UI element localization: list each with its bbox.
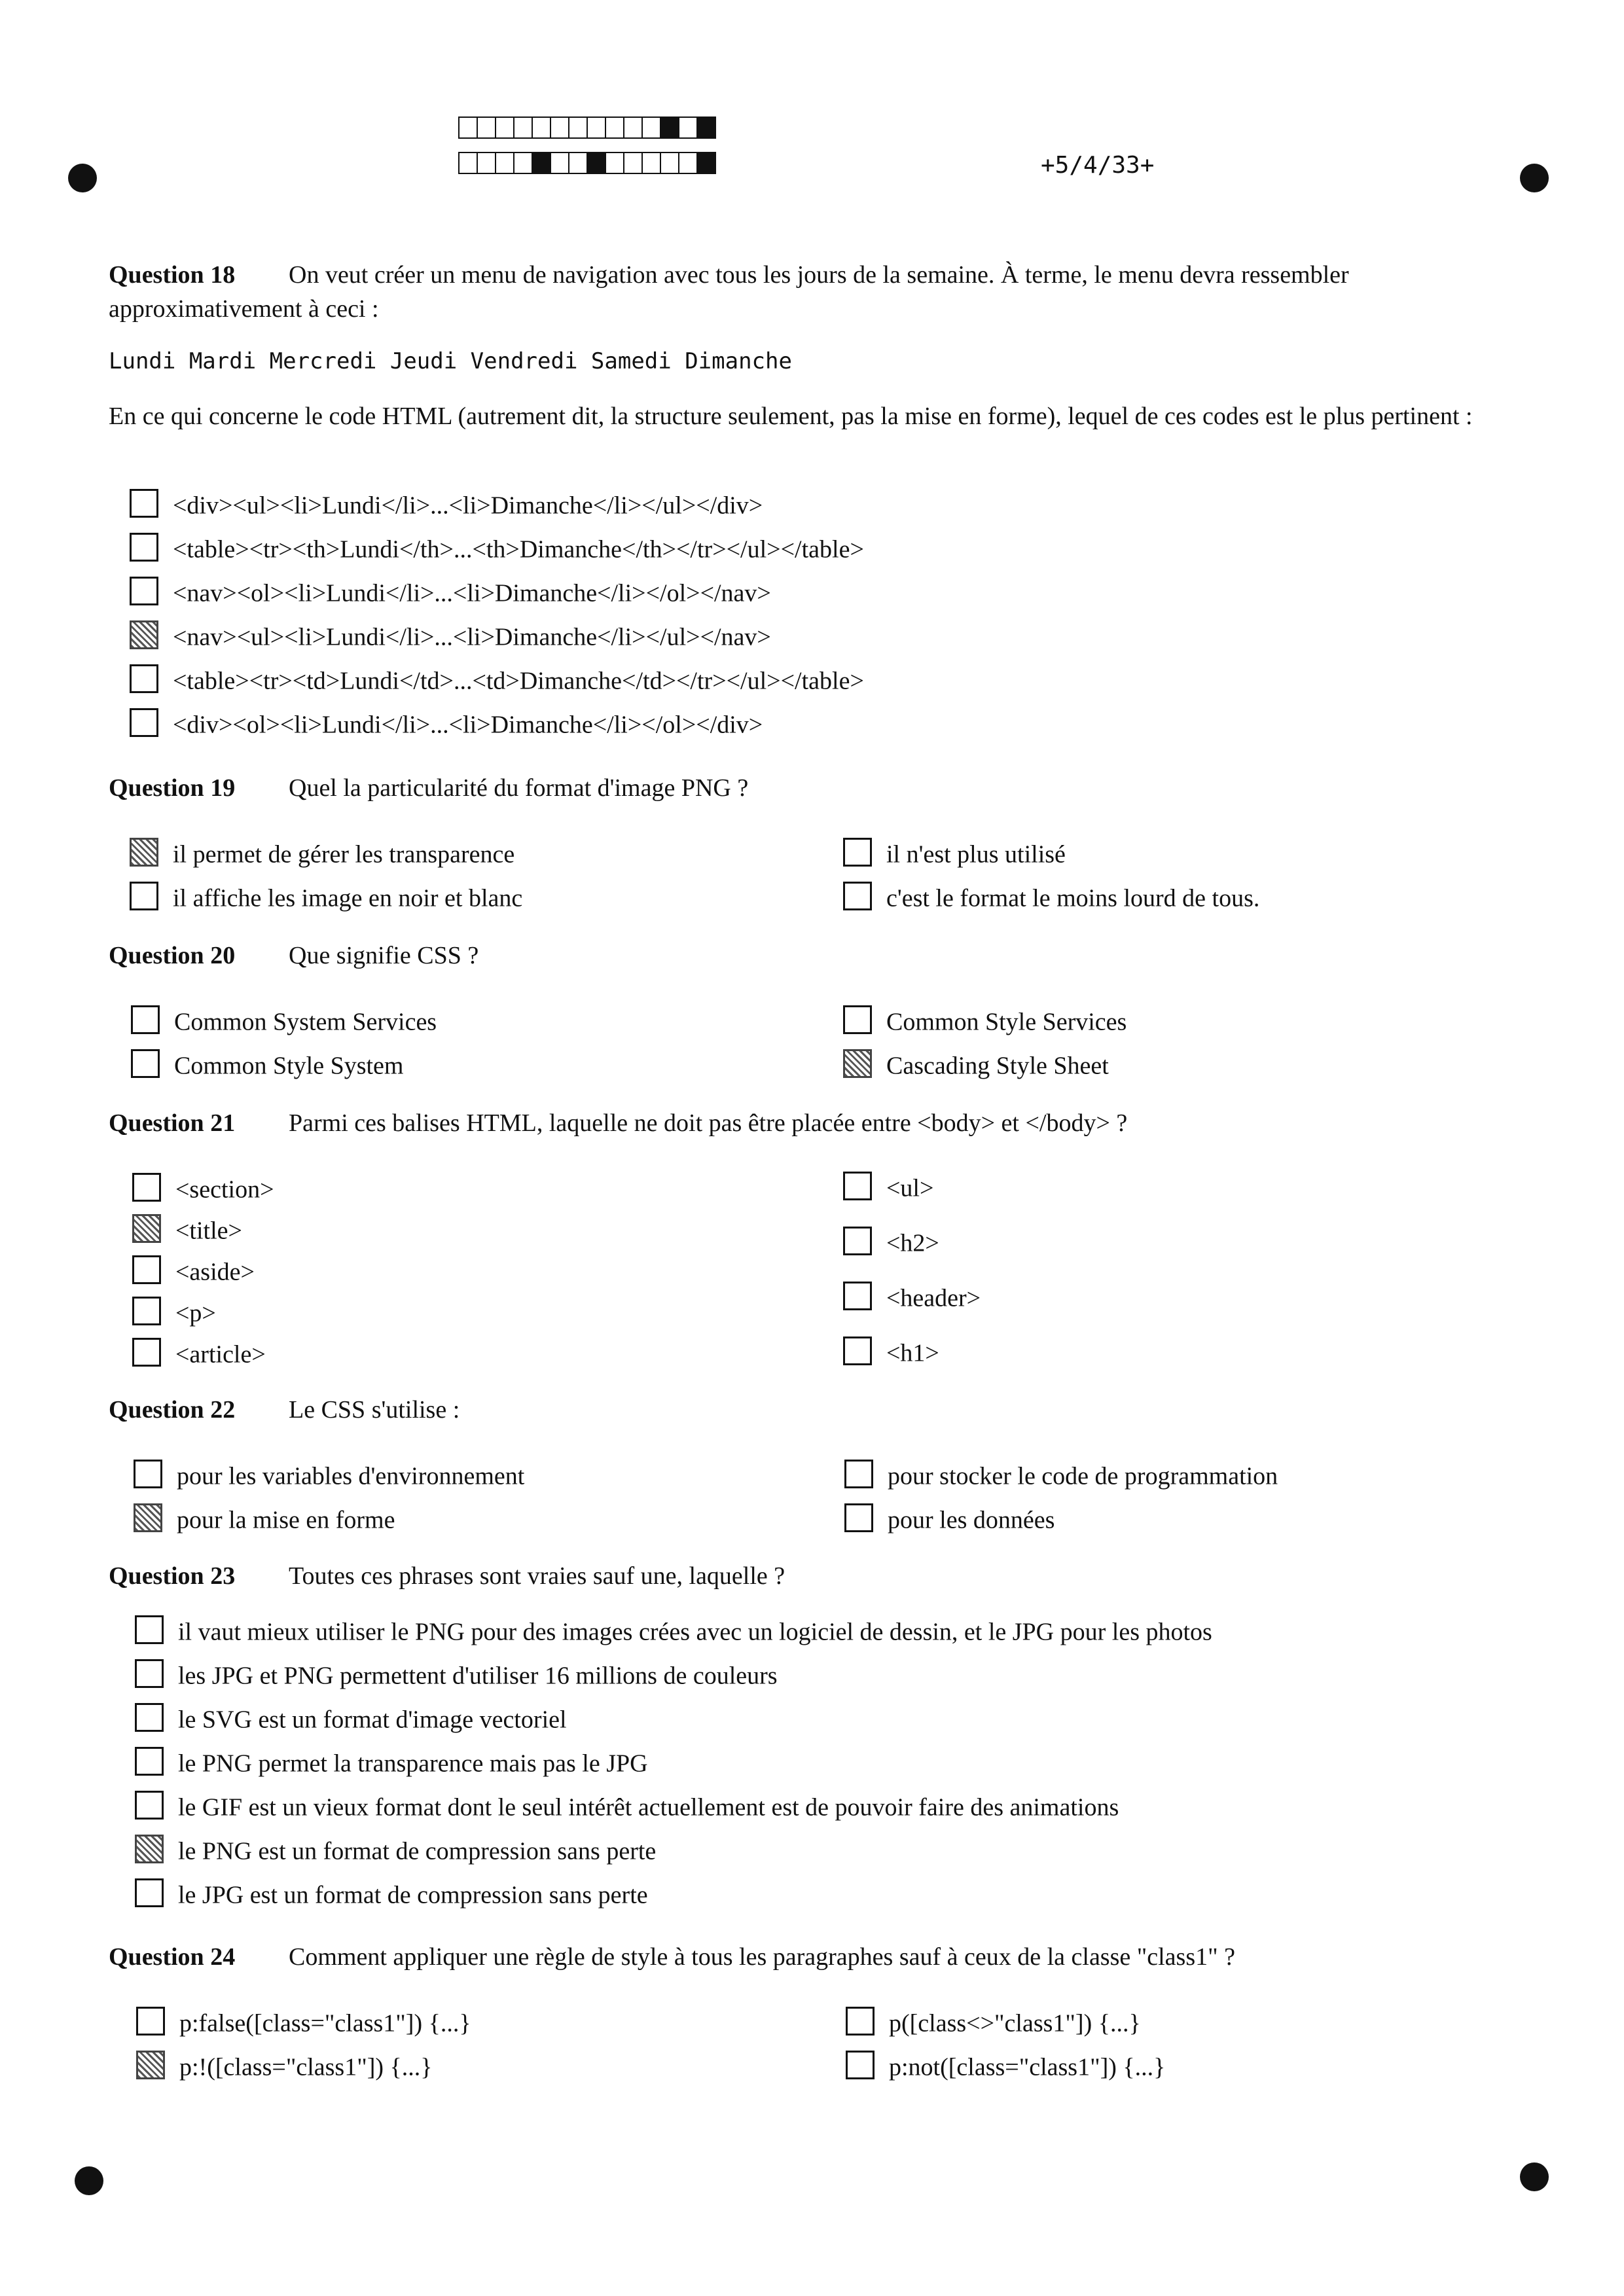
answer-checkbox[interactable]	[130, 620, 158, 649]
answer-checkbox[interactable]	[135, 1878, 164, 1907]
answer-label: il n'est plus utilisé	[886, 840, 1066, 869]
registration-mark-bottom-left	[75, 2166, 103, 2195]
answer-label: <h1>	[886, 1339, 939, 1367]
barcode-cell	[696, 152, 716, 174]
registration-mark-bottom-right	[1520, 2162, 1549, 2191]
barcode-cell	[641, 152, 661, 174]
answer-checkbox[interactable]	[135, 1747, 164, 1776]
answer-label: <title>	[175, 1217, 242, 1245]
barcode-cell	[623, 152, 643, 174]
page-id: +5/4/33+	[1041, 152, 1155, 179]
question-header	[109, 258, 1509, 326]
answer-checkbox[interactable]	[130, 533, 158, 562]
answer-option[interactable]	[130, 531, 864, 565]
answer-checkbox[interactable]	[132, 1338, 161, 1367]
answer-option[interactable]	[843, 880, 1259, 914]
question-header	[109, 1106, 1509, 1140]
answer-label: c'est le format le moins lourd de tous.	[886, 884, 1260, 912]
barcode-cell	[550, 152, 569, 174]
answer-checkbox[interactable]	[132, 1297, 161, 1325]
answer-checkbox[interactable]	[843, 1172, 872, 1200]
answer-option[interactable]	[135, 1833, 656, 1867]
registration-mark-top-left	[68, 164, 97, 192]
answer-label: pour stocker le code de programmation	[888, 1462, 1278, 1490]
answer-option[interactable]	[844, 1502, 1055, 1535]
question-header	[109, 1393, 1509, 1427]
answer-checkbox[interactable]	[136, 2051, 165, 2079]
barcode-cell	[660, 152, 679, 174]
question-text: Comment appliquer une règle de style à tous les paragraphes sauf à ceux de la classe "class1" ?	[289, 1943, 1236, 1971]
answer-label: <nav><ul><li>Lundi</li>...<li>Dimanche</li></ul></nav>	[173, 623, 771, 651]
question-number: Question 20	[109, 942, 236, 969]
answer-checkbox[interactable]	[844, 1503, 873, 1532]
answer-checkbox[interactable]	[135, 1615, 164, 1644]
answer-checkbox[interactable]	[131, 1049, 160, 1078]
barcode-cell	[641, 117, 661, 139]
barcode-cell	[623, 117, 643, 139]
barcode-cell	[458, 117, 478, 139]
menu-example: Lundi Mardi Mercredi Jeudi Vendredi Samedi Dimanche	[109, 348, 792, 374]
question-text: On veut créer un menu de navigation avec tous les jours de la semaine. À terme, le menu devra ressembler approximativement à ceci :	[109, 261, 1349, 323]
answer-label: il permet de gérer les transparence	[173, 840, 515, 869]
barcode-cell	[586, 117, 606, 139]
answer-checkbox[interactable]	[135, 1659, 164, 1688]
answer-checkbox[interactable]	[135, 1703, 164, 1732]
answer-option[interactable]	[846, 2005, 1141, 2039]
answer-label: p:!([class="class1"]) {...}	[179, 2053, 433, 2081]
question-number: Question 21	[109, 1109, 236, 1137]
answer-option[interactable]	[132, 1213, 242, 1246]
answer-label: <div><ul><li>Lundi</li>...<li>Dimanche</li></ul></div>	[173, 492, 763, 520]
answer-option[interactable]	[843, 1225, 939, 1259]
barcode-cell	[495, 117, 514, 139]
barcode-cell	[678, 152, 698, 174]
answer-option[interactable]	[132, 1254, 255, 1287]
answer-label: le GIF est un vieux format dont le seul intérêt actuellement est de pouvoir faire des animations	[178, 1793, 1119, 1821]
barcode-cell	[513, 152, 533, 174]
question-number: Question 23	[109, 1562, 236, 1590]
answer-option[interactable]	[135, 1789, 1119, 1823]
answer-option[interactable]	[844, 1458, 1278, 1492]
answer-label: <ul>	[886, 1174, 934, 1202]
answer-label: Common Style System	[174, 1052, 404, 1080]
barcode-cell	[458, 152, 478, 174]
answer-label: les JPG et PNG permettent d'utiliser 16 millions de couleurs	[178, 1662, 778, 1690]
answer-option[interactable]	[843, 1048, 1109, 1081]
answer-option[interactable]	[130, 663, 864, 696]
answer-checkbox[interactable]	[844, 1460, 873, 1488]
barcode-cell	[477, 117, 496, 139]
answer-label: pour les variables d'environnement	[177, 1462, 525, 1490]
answer-label: le PNG est un format de compression sans perte	[178, 1837, 657, 1865]
answer-label: <section>	[175, 1175, 274, 1204]
barcode-cell	[568, 152, 588, 174]
barcode-cell	[605, 152, 624, 174]
barcode-cell	[568, 117, 588, 139]
answer-label: <aside>	[175, 1258, 255, 1286]
answer-checkbox[interactable]	[130, 882, 158, 910]
answer-label: <header>	[886, 1284, 981, 1312]
answer-option[interactable]	[135, 1877, 648, 1910]
answer-label: il vaut mieux utiliser le PNG pour des images crées avec un logiciel de dessin, et le JPG pour les photos	[178, 1618, 1212, 1646]
answer-label: pour les données	[888, 1506, 1055, 1534]
answer-checkbox[interactable]	[843, 1336, 872, 1365]
question-text: Que signifie CSS ?	[289, 942, 479, 969]
answer-option[interactable]	[130, 575, 771, 609]
answer-label: p:false([class="class1"]) {...}	[179, 2009, 471, 2037]
question-header	[109, 1559, 1509, 1593]
barcode-cell	[586, 152, 606, 174]
barcode-cell	[660, 117, 679, 139]
barcode-cell	[495, 152, 514, 174]
answer-label: le JPG est un format de compression sans perte	[178, 1881, 648, 1909]
answer-label: <h2>	[886, 1229, 939, 1257]
answer-label: p:not([class="class1"]) {...}	[889, 2053, 1166, 2081]
barcode-cell	[550, 117, 569, 139]
answer-checkbox[interactable]	[843, 1227, 872, 1255]
answer-checkbox[interactable]	[132, 1255, 161, 1284]
barcode-cell	[678, 117, 698, 139]
answer-checkbox[interactable]	[130, 489, 158, 518]
answer-checkbox[interactable]	[843, 1049, 872, 1078]
question-header	[109, 1940, 1509, 1974]
answer-label: <div><ol><li>Lundi</li>...<li>Dimanche</li></ol></div>	[173, 711, 763, 739]
answer-option[interactable]	[135, 1658, 778, 1691]
answer-option[interactable]	[130, 836, 514, 870]
answer-option[interactable]	[135, 1614, 1212, 1647]
answer-checkbox[interactable]	[131, 1005, 160, 1034]
question-number: Question 24	[109, 1943, 236, 1971]
question-text: Parmi ces balises HTML, laquelle ne doit pas être placée entre <body> et </body> ?	[289, 1109, 1128, 1137]
answer-option[interactable]	[843, 1335, 939, 1369]
question-followup: En ce qui concerne le code HTML (autrement dit, la structure seulement, pas la mise en forme), lequel de ces codes est le plus pertinent :	[109, 403, 1473, 430]
registration-mark-top-right	[1520, 164, 1549, 192]
question-header	[109, 939, 1509, 973]
answer-checkbox[interactable]	[134, 1503, 162, 1532]
barcode-cell	[532, 152, 551, 174]
answer-option[interactable]	[130, 619, 771, 653]
answer-label: Cascading Style Sheet	[886, 1052, 1109, 1080]
question-number: Question 22	[109, 1396, 236, 1424]
barcode-row	[458, 152, 715, 174]
answer-option[interactable]	[843, 1280, 981, 1314]
question-text: Toutes ces phrases sont vraies sauf une, laquelle ?	[289, 1562, 785, 1590]
answer-option[interactable]	[135, 1702, 567, 1735]
answer-checkbox[interactable]	[132, 1214, 161, 1243]
answer-option[interactable]	[130, 880, 522, 914]
answer-option[interactable]	[134, 1458, 524, 1492]
answer-checkbox[interactable]	[130, 708, 158, 737]
answer-checkbox[interactable]	[846, 2051, 875, 2079]
answer-option[interactable]	[130, 488, 763, 521]
answer-checkbox[interactable]	[843, 838, 872, 867]
barcode-cell	[513, 117, 533, 139]
barcode-cell	[532, 117, 551, 139]
answer-checkbox[interactable]	[135, 1791, 164, 1820]
answer-option[interactable]	[131, 1004, 437, 1037]
answer-option[interactable]	[136, 2005, 471, 2039]
answer-option[interactable]	[843, 1170, 933, 1204]
answer-checkbox[interactable]	[843, 1005, 872, 1034]
answer-option[interactable]	[136, 2049, 433, 2083]
question-number: Question 19	[109, 774, 236, 802]
answer-option[interactable]	[843, 1004, 1127, 1037]
answer-checkbox[interactable]	[843, 882, 872, 910]
answer-label: il affiche les image en noir et blanc	[173, 884, 523, 912]
answer-option[interactable]	[843, 836, 1066, 870]
answer-label: <table><tr><th>Lundi</th>...<th>Dimanche</th></tr></ul></table>	[173, 535, 864, 564]
barcode-cell	[605, 117, 624, 139]
answer-label: Common Style Services	[886, 1008, 1127, 1036]
answer-checkbox[interactable]	[130, 577, 158, 605]
answer-option[interactable]	[132, 1295, 216, 1329]
answer-checkbox[interactable]	[130, 664, 158, 693]
answer-label: Common System Services	[174, 1008, 437, 1036]
answer-option[interactable]	[131, 1048, 403, 1081]
answer-checkbox[interactable]	[132, 1173, 161, 1202]
barcode-cell	[477, 152, 496, 174]
answer-label: <table><tr><td>Lundi</td>...<td>Dimanche</td></tr></ul></table>	[173, 667, 864, 695]
answer-option[interactable]	[135, 1746, 648, 1779]
answer-option[interactable]	[846, 2049, 1165, 2083]
answer-checkbox[interactable]	[136, 2007, 165, 2036]
answer-option[interactable]	[130, 707, 763, 740]
answer-option[interactable]	[134, 1502, 395, 1535]
question-text: Quel la particularité du format d'image PNG ?	[289, 774, 749, 802]
answer-option[interactable]	[132, 1172, 274, 1205]
answer-checkbox[interactable]	[135, 1835, 164, 1863]
answer-label: p([class<>"class1"]) {...}	[889, 2009, 1141, 2037]
answer-checkbox[interactable]	[846, 2007, 875, 2036]
question-text: Le CSS s'utilise :	[289, 1396, 460, 1424]
answer-checkbox[interactable]	[134, 1460, 162, 1488]
answer-checkbox[interactable]	[130, 838, 158, 867]
answer-checkbox[interactable]	[843, 1282, 872, 1310]
answer-label: le PNG permet la transparence mais pas le JPG	[178, 1749, 648, 1778]
answer-label: le SVG est un format d'image vectoriel	[178, 1706, 567, 1734]
answer-option[interactable]	[132, 1336, 266, 1370]
barcode-row	[458, 117, 715, 139]
answer-label: pour la mise en forme	[177, 1506, 395, 1534]
barcode-cell	[696, 117, 716, 139]
question-number: Question 18	[109, 261, 236, 289]
answer-label: <p>	[175, 1299, 216, 1327]
question-header	[109, 771, 1509, 805]
answer-label: <article>	[175, 1340, 266, 1369]
answer-label: <nav><ol><li>Lundi</li>...<li>Dimanche</li></ol></nav>	[173, 579, 771, 607]
